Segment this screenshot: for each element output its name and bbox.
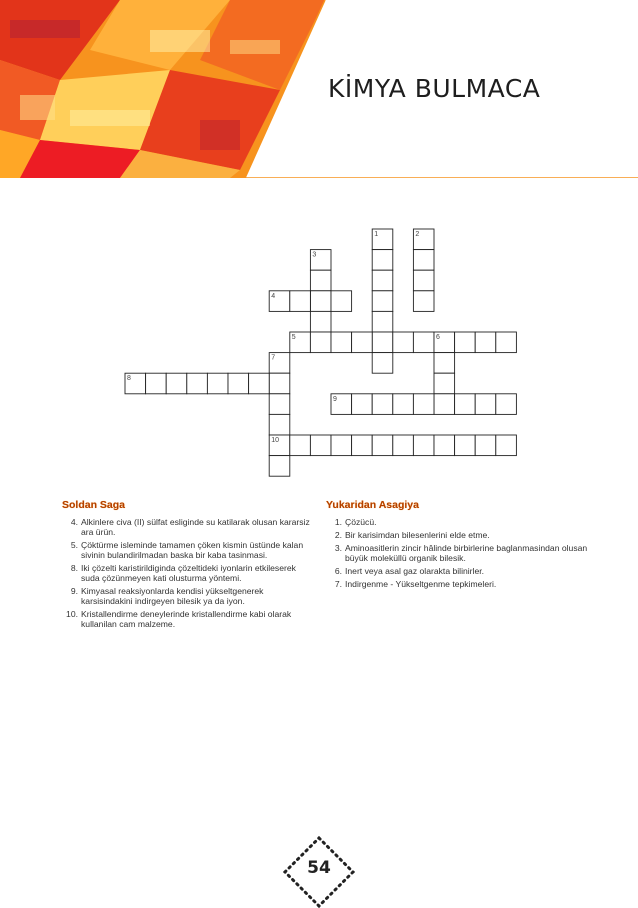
crossword-cell[interactable] xyxy=(310,332,331,353)
crossword-cell[interactable] xyxy=(413,394,434,415)
clue-item xyxy=(326,579,588,589)
crossword-cell[interactable] xyxy=(413,270,434,291)
crossword-cell[interactable] xyxy=(372,332,393,353)
crossword-cell[interactable] xyxy=(372,250,393,271)
crossword-cell[interactable] xyxy=(352,394,373,415)
clue-number: 4. xyxy=(70,517,78,527)
crossword-cell[interactable] xyxy=(455,394,476,415)
clue-number-label: 5 xyxy=(291,334,296,341)
crossword-cell[interactable] xyxy=(434,373,455,394)
crossword-cell[interactable] xyxy=(290,291,311,312)
clue-number-label: 8 xyxy=(127,375,131,383)
crossword-cell[interactable] xyxy=(413,332,434,353)
crossword-cell[interactable] xyxy=(413,250,434,271)
clue-text: Iki çözelti karistirildiginda çözeltideki iyonlarin etkileserek suda çözünmeyen kati olusturma yöntemi. xyxy=(81,563,296,583)
crossword-cell[interactable] xyxy=(228,373,249,394)
crossword-cell[interactable] xyxy=(146,373,167,394)
crossword-cell[interactable] xyxy=(434,394,455,415)
clue-item xyxy=(326,517,588,527)
clue-number-label: 1 xyxy=(374,231,379,238)
crossword-cell[interactable] xyxy=(310,435,331,456)
down-heading: Yukaridan Asagiya xyxy=(326,499,419,511)
clue-number: 6. xyxy=(334,566,342,576)
crossword-cell[interactable] xyxy=(269,414,290,435)
clue-number: 3. xyxy=(334,543,342,553)
page-number: 54 xyxy=(307,858,331,878)
clue-text: Kimyasal reaksiyonlarda kendisi yükseltgenerek karsisindakini indirgeyen bilesik ya da iyon. xyxy=(81,586,264,606)
clue-item xyxy=(326,530,588,540)
clue-number-label: 7 xyxy=(271,354,276,362)
crossword-cell[interactable] xyxy=(331,435,352,456)
crossword-cell[interactable] xyxy=(393,332,414,353)
crossword-cell[interactable] xyxy=(372,435,393,456)
clue-text: Çöktürme isleminde tamamen çöken kismin üstünde kalan sivinin bulandirilmadan baska bir kaba tasinmasi. xyxy=(81,540,304,560)
clue-number-label: 9 xyxy=(333,395,337,403)
clue-number: 2. xyxy=(334,530,342,540)
crossword-cell[interactable] xyxy=(455,435,476,456)
clue-number-label: 6 xyxy=(436,334,440,341)
crossword-cell[interactable] xyxy=(372,291,393,312)
crossword-cell[interactable] xyxy=(475,394,496,415)
clue-item xyxy=(326,543,588,563)
clue-item xyxy=(62,540,312,560)
crossword-cell[interactable] xyxy=(372,270,393,291)
crossword-cell[interactable] xyxy=(331,291,352,312)
crossword-cell[interactable] xyxy=(393,394,414,415)
clue-text: Alkinlere civa (II) sülfat esliginde su katilarak olusan kararsiz ara ürün. xyxy=(81,517,310,537)
crossword-cell[interactable] xyxy=(269,373,290,394)
crossword-cell[interactable] xyxy=(331,332,352,353)
crossword-cell[interactable] xyxy=(475,332,496,353)
crossword-cell[interactable] xyxy=(310,291,331,312)
crossword-cell[interactable] xyxy=(455,332,476,353)
crossword-cell[interactable] xyxy=(269,456,290,477)
clue-item xyxy=(62,563,312,583)
page-title: KİMYA BULMACA xyxy=(328,74,541,103)
clue-item xyxy=(62,586,312,606)
clue-number: 7. xyxy=(334,579,342,589)
crossword-cell[interactable] xyxy=(207,373,228,394)
clue-item xyxy=(62,517,312,537)
crossword-cell[interactable] xyxy=(413,435,434,456)
crossword-cell[interactable] xyxy=(352,332,373,353)
crossword-cell[interactable] xyxy=(496,332,517,353)
clue-number-label: 3 xyxy=(312,251,317,259)
crossword-cell[interactable] xyxy=(352,435,373,456)
crossword-cell[interactable] xyxy=(372,311,393,332)
clue-number-label: 4 xyxy=(271,292,276,300)
clue-number: 1. xyxy=(334,517,342,527)
clue-item xyxy=(326,566,588,576)
crossword-cell[interactable] xyxy=(310,311,331,332)
clue-number-label: 10 xyxy=(271,437,279,444)
clue-number-label: 2 xyxy=(415,231,420,238)
clue-text: Inert veya asal gaz olarakta bilinirler. xyxy=(345,566,485,576)
crossword-cell[interactable] xyxy=(310,270,331,291)
clue-number: 8. xyxy=(70,563,78,573)
clue-text: Kristallendirme deneylerinde kristallendirme kabi olarak kullanilan cam malzeme. xyxy=(81,609,292,629)
crossword-cell[interactable] xyxy=(413,291,434,312)
clue-text: Bir karisimdan bilesenlerini elde etme. xyxy=(345,530,490,540)
crossword-cell[interactable] xyxy=(166,373,187,394)
crossword-cell[interactable] xyxy=(372,394,393,415)
crossword-cell[interactable] xyxy=(434,353,455,374)
crossword-cell[interactable] xyxy=(269,394,290,415)
crossword-cell[interactable] xyxy=(496,394,517,415)
crossword-cell[interactable] xyxy=(496,435,517,456)
down-clues xyxy=(326,500,588,592)
crossword-cell[interactable] xyxy=(187,373,208,394)
clue-text: Aminoasitlerin zincir hâlinde birbirlerine baglanmasindan olusan büyük moleküllü organik bilesik. xyxy=(345,543,588,563)
crossword-cell[interactable] xyxy=(372,353,393,374)
crossword-cell[interactable] xyxy=(475,435,496,456)
across-clues xyxy=(62,500,312,632)
crossword-cell[interactable] xyxy=(290,435,311,456)
clue-number: 9. xyxy=(70,586,78,596)
crossword-cell[interactable] xyxy=(393,435,414,456)
clue-item xyxy=(62,609,312,629)
crossword-cell[interactable] xyxy=(249,373,270,394)
clue-number: 10. xyxy=(66,609,78,619)
clue-number: 5. xyxy=(70,540,78,550)
across-heading: Soldan Saga xyxy=(62,499,126,511)
clue-text: Çözücü. xyxy=(345,517,377,527)
crossword-cell[interactable] xyxy=(434,435,455,456)
clue-text: Indirgenme - Yükseltgenme tepkimeleri. xyxy=(345,579,497,589)
